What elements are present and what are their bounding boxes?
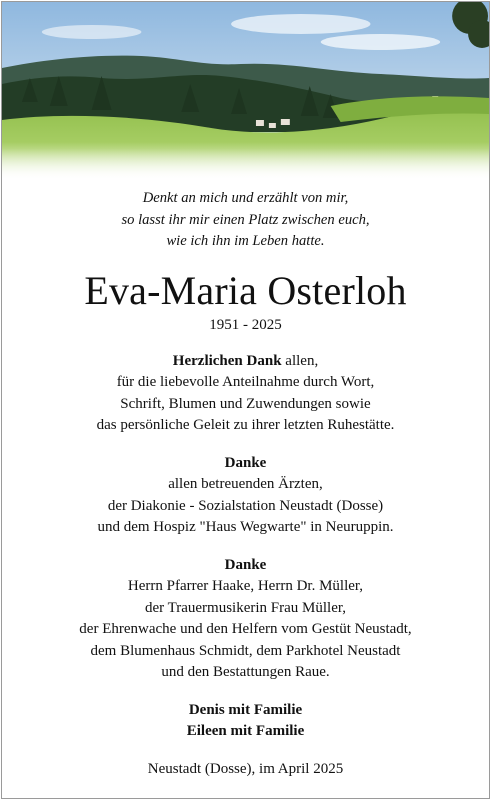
landscape-photo-icon	[2, 2, 489, 180]
place-date: Neustadt (Dosse), im April 2025	[147, 760, 344, 777]
thanks-line: Herrn Pfarrer Haake, Herrn Dr. Müller,	[127, 578, 364, 594]
thanks-block-1	[12, 351, 479, 437]
deceased-name: Eva-Maria Osterloh	[84, 267, 407, 313]
obituary-card	[1, 1, 490, 799]
signature-line: Denis mit Familie	[188, 701, 303, 718]
signatures	[12, 700, 479, 743]
poem	[12, 188, 479, 253]
thanks-line: dem Blumenhaus Schmidt, dem Parkhotel Neustadt	[90, 642, 401, 659]
thanks-line: für die liebevolle Anteilnahme durch Wort,	[116, 374, 375, 390]
thanks-block-3	[12, 555, 479, 684]
life-years: 1951 - 2025	[209, 316, 282, 333]
thanks-lead-bold: Herzlichen Dank	[172, 352, 282, 369]
thanks-line: und den Bestattungen Raue.	[161, 664, 330, 680]
thanks-line: und dem Hospiz "Haus Wegwarte" in Neuruppin.	[97, 519, 394, 535]
thanks-line: das persönliche Geleit zu ihrer letzten Ruhestätte.	[96, 417, 395, 433]
thanks-lead	[12, 351, 479, 373]
obituary-content	[2, 188, 489, 779]
thanks-line: der Ehrenwache und den Helfern vom Gestüt Neustadt,	[79, 621, 412, 637]
poem-line: wie ich ihn im Leben hatte.	[166, 233, 325, 249]
thanks-line: der Diakonie - Sozialstation Neustadt (Dosse)	[107, 497, 384, 514]
landscape-svg	[2, 2, 489, 180]
poem-line: so lasst ihr mir einen Platz zwischen euch,	[121, 211, 370, 228]
thanks-lead-rest: allen,	[281, 352, 319, 369]
thanks-line: allen betreuenden Ärzten,	[168, 476, 323, 492]
signature-line: Eileen mit Familie	[186, 723, 305, 739]
thanks-heading: Danke	[224, 556, 267, 573]
thanks-line: der Trauermusikerin Frau Müller,	[144, 599, 347, 616]
thanks-heading: Danke	[224, 454, 267, 471]
thanks-line: Schrift, Blumen und Zuwendungen sowie	[120, 395, 371, 412]
thanks-block-2	[12, 453, 479, 539]
poem-line: Denkt an mich und erzählt von mir,	[142, 190, 349, 206]
